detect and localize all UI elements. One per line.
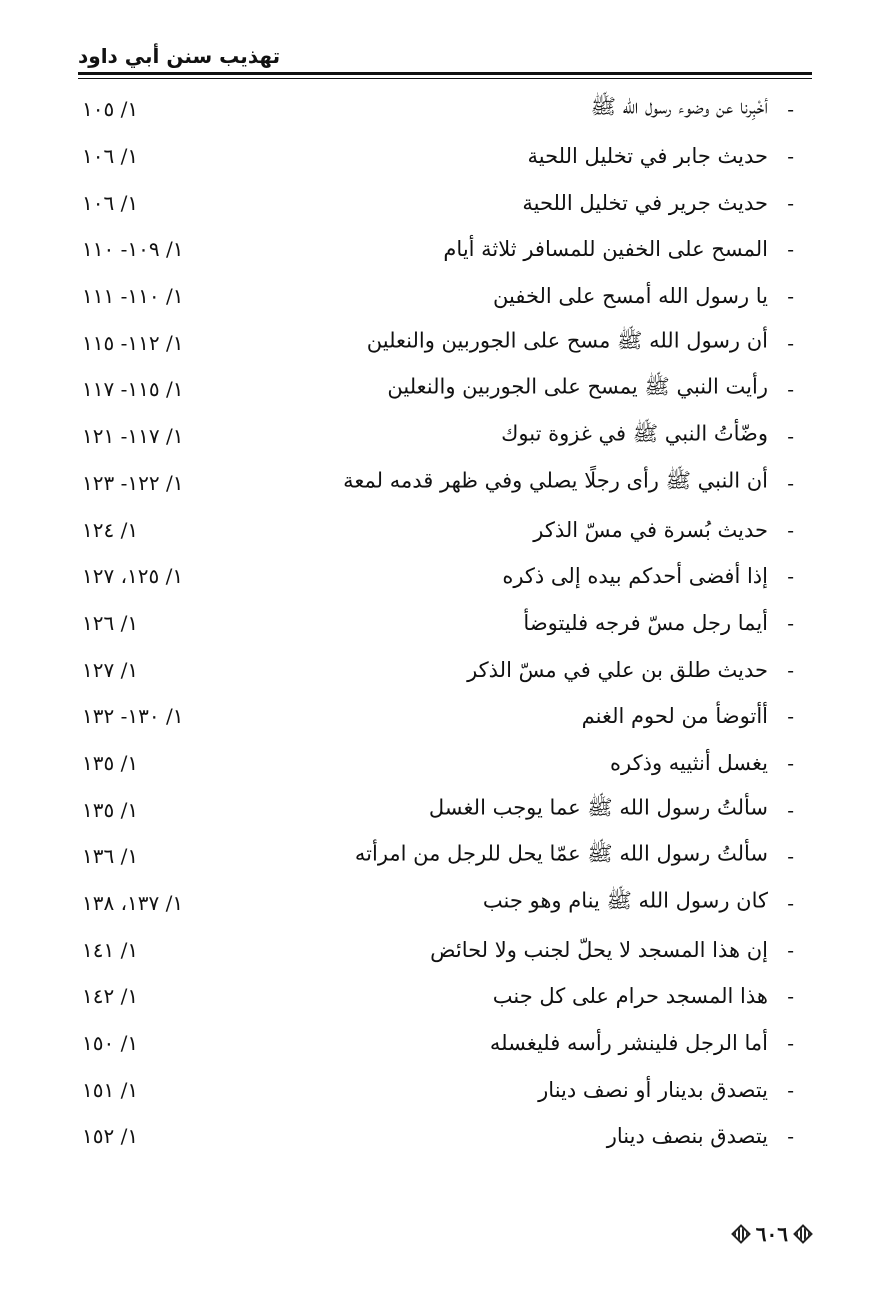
index-entry [78,600,812,647]
header-rule-thin [78,78,812,79]
entry-page-ref: ١/ ١٠٥ [82,97,139,122]
entry-page-ref: ١/ ١٥٠ [82,1031,139,1056]
entry-page-ref: ١/ ١٥١ [82,1077,139,1102]
index-entry [78,833,812,880]
entry-text: إذا أفضى أحدكم بيده إلى ذكره [502,564,768,589]
entry-dash: - [787,1077,794,1102]
entry-page-ref: ١/ ١١٠- ١١١ [82,284,184,309]
entry-page-ref: ١/ ١٢٦ [82,610,139,635]
entry-dash: - [787,564,794,589]
index-entry [78,740,812,787]
index-entry [78,646,812,693]
entry-dash: - [787,750,794,775]
entry-text: هذا المسجد حرام على كل جنب [492,984,768,1009]
index-entry [78,413,812,460]
index-entry [78,86,812,133]
entry-dash: - [787,937,794,962]
index-entry [78,553,812,600]
header-rule-thick [78,72,812,75]
ornament-icon [794,1225,812,1243]
entry-page-ref: ١/ ١٠٦ [82,190,139,215]
entry-text: يا رسول الله أمسح على الخفين [493,284,768,309]
entry-text: أخْبِرنا عن وضوء رسول الله ﷺ [590,94,768,119]
index-entry [78,460,812,507]
index-entry [78,319,812,366]
page-number: ٦٠٦ [755,1222,788,1246]
entry-text: سألتُ رسول الله ﷺ عمّا يحل للرجل من امرأته [354,841,768,866]
entry-page-ref: ١/ ١٤١ [82,937,139,962]
entry-page-ref: ١/ ١١٥- ١١٧ [82,377,184,402]
index-entry [78,926,812,973]
entry-text: يتصدق بدينار أو نصف دينار [538,1077,768,1102]
entry-page-ref: ١/ ١٤٢ [82,984,139,1009]
entry-page-ref: ١/ ١٣٥ [82,750,139,775]
entry-text: يتصدق بنصف دينار [606,1124,768,1149]
entry-page-ref: ١/ ١١٢- ١١٥ [82,330,184,355]
entry-text: أيما رجل مسّ فرجه فليتوضأ [523,610,768,635]
index-entry [78,693,812,740]
entry-page-ref: ١/ ١٣٠- ١٣٢ [82,704,184,729]
entry-text: إن هذا المسجد لا يحلّ لجنب ولا لحائض [430,937,768,962]
entry-text: أما الرجل فلينشر رأسه فليغسله [489,1031,768,1056]
entry-text: أن النبي ﷺ رأى رجلًا يصلي وفي ظهر قدمه لمعة [343,468,768,493]
index-entry [78,133,812,180]
entry-dash: - [787,424,794,449]
entry-dash: - [787,1124,794,1149]
entry-text: حديث بُسرة في مسّ الذكر [533,517,768,542]
entry-dash: - [787,284,794,309]
entry-text: المسح على الخفين للمسافر ثلاثة أيام [443,237,768,262]
entry-text: كان رسول الله ﷺ ينام وهو جنب [482,888,768,913]
entry-dash: - [787,517,794,542]
index-entry [78,1113,812,1160]
entry-dash: - [787,144,794,169]
index-list [78,86,812,1160]
entry-text: وضّأتُ النبي ﷺ في غزوة تبوك [501,421,768,446]
entry-page-ref: ١/ ١٥٢ [82,1124,139,1149]
entry-dash: - [787,470,794,495]
entry-dash: - [787,330,794,355]
entry-dash: - [787,844,794,869]
index-entry [78,880,812,927]
entry-page-ref: ١/ ١٢٢- ١٢٣ [82,470,184,495]
entry-text: يغسل أنثييه وذكره [610,750,768,775]
entry-page-ref: ١/ ١٣٦ [82,844,139,869]
page-header [78,42,812,76]
entry-page-ref: ١/ ١٢٤ [82,517,139,542]
page-footer [732,1222,812,1246]
index-entry [78,1020,812,1067]
ornament-icon [732,1225,750,1243]
entry-text: حديث جرير في تخليل اللحية [522,190,768,215]
entry-dash: - [787,97,794,122]
entry-text: سألتُ رسول الله ﷺ عما يوجب الغسل [428,795,768,820]
entry-page-ref: ١/ ١٠٩- ١١٠ [82,237,184,262]
entry-page-ref: ١/ ١٠٦ [82,144,139,169]
index-entry [78,366,812,413]
entry-page-ref: ١/ ١٣٥ [82,797,139,822]
entry-text: حديث جابر في تخليل اللحية [527,144,768,169]
entry-dash: - [787,797,794,822]
entry-text: رأيت النبي ﷺ يمسح على الجوربين والنعلين [387,374,768,399]
index-entry [78,973,812,1020]
entry-dash: - [787,377,794,402]
index-entry [78,273,812,320]
entry-dash: - [787,610,794,635]
entry-text: أأتوضأ من لحوم الغنم [581,704,768,729]
running-title: تهذيب سنن أبي داود [78,44,281,68]
entry-page-ref: ١/ ١١٧- ١٢١ [82,424,184,449]
index-entry [78,506,812,553]
entry-dash: - [787,704,794,729]
index-entry [78,226,812,273]
entry-page-ref: ١/ ١٢٧ [82,657,139,682]
entry-dash: - [787,190,794,215]
entry-page-ref: ١/ ١٣٧، ١٣٨ [82,891,184,916]
entry-dash: - [787,237,794,262]
index-entry [78,179,812,226]
entry-dash: - [787,657,794,682]
entry-dash: - [787,891,794,916]
index-entry [78,786,812,833]
entry-dash: - [787,1031,794,1056]
entry-text: أن رسول الله ﷺ مسح على الجوربين والنعلين [366,328,768,353]
entry-page-ref: ١/ ١٢٥، ١٢٧ [82,564,184,589]
entry-dash: - [787,984,794,1009]
entry-text: حديث طلق بن علي في مسّ الذكر [467,657,768,682]
index-entry [78,1066,812,1113]
